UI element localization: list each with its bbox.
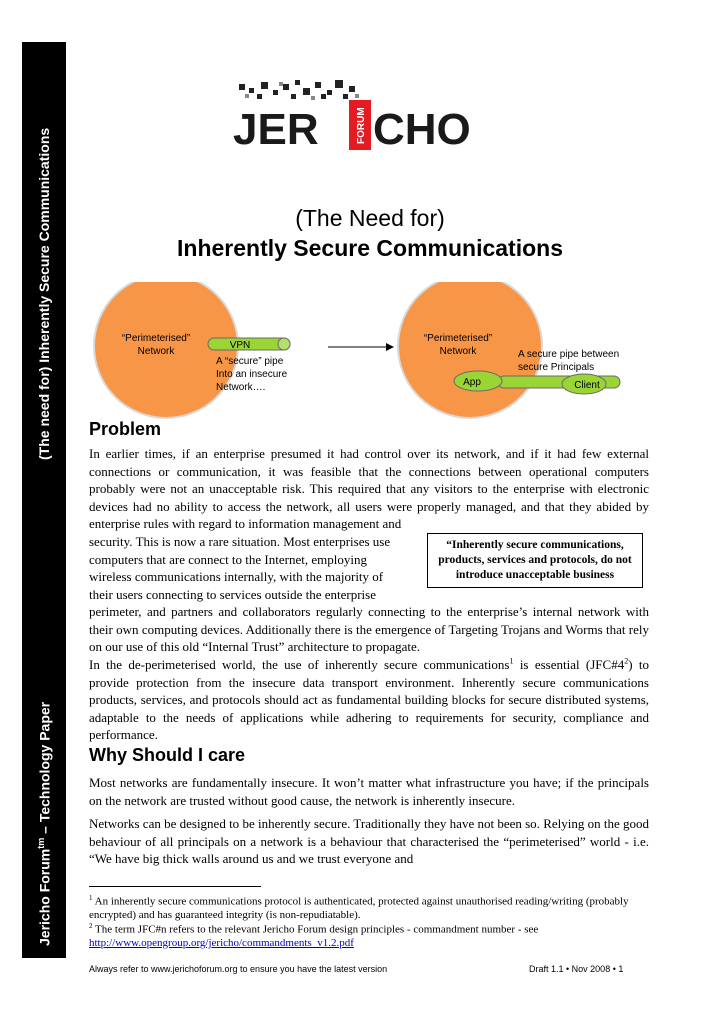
jericho-logo xyxy=(231,80,493,152)
logo-badge-text: FORUM xyxy=(356,107,367,144)
vpn-label: VPN xyxy=(229,340,251,351)
footnote-2: $^2$ The term JFC#n refers to the relevant Jericho Forum design principles - commandment number - see http://www.opengroup.org/jericho/commandments_v1.2.pdf xyxy=(89,922,539,949)
footnote-ref-1[interactable]: 1 xyxy=(509,656,514,666)
right-network-label-2: Network xyxy=(439,346,477,357)
sidebar-title: (The need for) Inherently Secure Communications xyxy=(36,127,52,460)
logo-wordmark-left: JER xyxy=(233,105,319,152)
why-heading: Why Should I care xyxy=(89,745,246,765)
problem-heading: Problem xyxy=(89,419,162,439)
footnote-ref-2[interactable]: 2 xyxy=(624,656,629,666)
why-paragraph-2: Networks can be designed to be inherently secure. Traditionally they have not been so. Relying on the good behaviour of all principals on a network is a behaviour that characterised the “perimeterised” world - i.e. “We have big thick walls around us and we trust everyone and xyxy=(89,816,649,867)
app-label: App xyxy=(463,377,481,388)
page-title-line1: (The Need for) xyxy=(295,205,445,231)
why-paragraph-1: Most networks are fundamentally insecure. It won’t matter what infrastructure you have; if the principals on the network are trusted without good cause, the network is inherently insecure. xyxy=(89,775,649,808)
pipe-note-1: A secure pipe between xyxy=(518,349,620,360)
network-diagram xyxy=(80,282,680,422)
problem-paragraph-1-end: perimeter, and partners and collaborators regularly connecting to the enterprise’s internal network with their own computing devices. Additionally there is the emergence of Targeting Trojans and Worms that rely on our use of this old “Internal Trust” architecture to propagate. xyxy=(89,604,649,655)
problem-paragraph-2: In the de-perimeterised world, the use of inherently secure communications$^1$ is essential $(JFC\#4^2)$ to provide protection from the insecure data transport environment. Inherently secure communications products, services, and protocols should act as fundamental building blocks for secure distributed systems, adaptable to the needs of applications while adhering to requirements for security, compliance and performance. xyxy=(89,656,649,743)
client-label: Client xyxy=(574,380,600,391)
commandments-link[interactable]: http://www.opengroup.org/jericho/commandments_v1.2.pdf xyxy=(89,936,354,949)
left-network-label-2: Network xyxy=(137,346,175,357)
vpn-note-2: Into an insecure xyxy=(216,369,288,380)
footnote-divider xyxy=(89,886,261,887)
page-title-line2: Inherently Secure Communications xyxy=(177,235,563,261)
footnote-1: $^1$ An inherently secure communications protocol is authenticated, protected against unauthorised reading/writing (probably encrypted) and has guaranteed integrity (is non-repudiatable). xyxy=(89,894,629,921)
vpn-note-1: A “secure” pipe xyxy=(216,356,284,367)
right-network-label-1: “Perimeterised” xyxy=(423,333,493,344)
left-network-label-1: “Perimeterised” xyxy=(121,333,191,344)
footer-page-info: Draft 1.1 • Nov 2008 • 1 xyxy=(529,964,624,974)
problem-paragraph-1: In earlier times, if an enterprise presumed it had control over its network, and if it had few external connections or communication, it was feasible that the connections between operational computers probably were not an unacceptable risk. This required that any visitors to the enterprise with electronic devices had no ability to access the network, all users were properly managed, and that they abided by enterprise rules with regard to information management and xyxy=(89,446,649,532)
vpn-note-3: Network…. xyxy=(216,382,266,393)
sidebar-doc-type: Jericho Forum$^{tm}$ – Technology Paper xyxy=(36,701,53,946)
footer-left: Always refer to www.jerichoforum.org to ensure you have the latest version xyxy=(89,964,388,974)
logo-wordmark-right: CHO xyxy=(373,105,471,152)
problem-paragraph-1-wrap: security. This is now a rare situation. Most enterprises use computers that are connect to the Internet, employing wireless communications internally, with the majority of their users connecting to services outside the enterprise xyxy=(89,534,391,602)
pipe-note-2: secure Principals xyxy=(518,362,595,373)
pull-quote-callout: “Inherently secure communications, products, services and protocols, do not introduce unacceptable business xyxy=(427,533,643,588)
